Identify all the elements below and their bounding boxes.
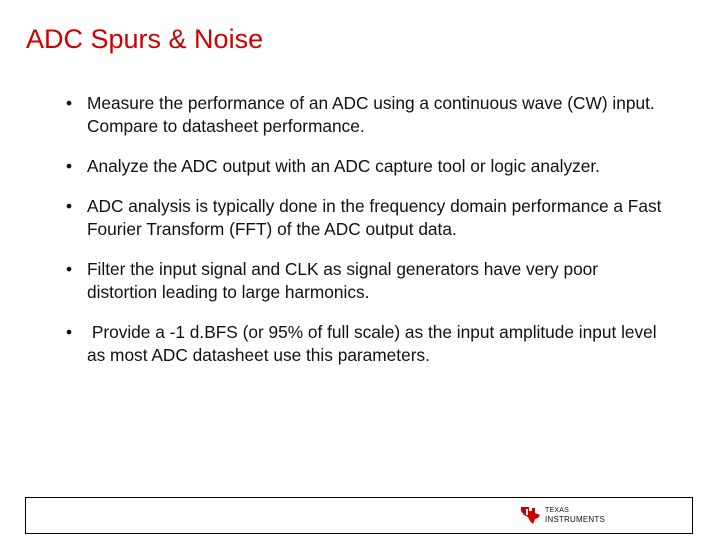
bullet-text: Provide a -1 d.BFS (or 95% of full scale) as the input amplitude input level as most ADC datasheet use this parameters. [87,322,662,365]
bullet-item [66,155,666,178]
bullet-list [66,92,666,384]
bullet-item [66,258,666,304]
logo-text-texas: TEXAS [545,507,569,514]
bullet-text: ADC analysis is typically done in the frequency domain performance a Fast Fourier Transform (FFT) of the ADC output data. [87,196,662,239]
bullet-marker: • [66,93,73,113]
bullet-marker: • [66,322,73,342]
bullet-item [66,321,666,367]
bullet-text: Analyze the ADC output with an ADC capture tool or logic analyzer. [87,156,600,176]
bullet-marker: • [66,156,73,176]
bullet-marker: • [66,259,73,279]
ti-state-icon [520,505,542,525]
bullet-item [66,92,666,138]
bullet-text: Measure the performance of an ADC using a continuous wave (CW) input. Compare to datasheet performance. [87,93,655,136]
bullet-marker: • [66,196,73,216]
bullet-text: Filter the input signal and CLK as signal generators have very poor distortion leading to large harmonics. [87,259,599,302]
slide-title: ADC Spurs & Noise [26,24,264,54]
texas-instruments-logo [520,505,605,525]
logo-text-instruments: INSTRUMENTS [545,515,605,524]
bullet-item [66,195,666,241]
